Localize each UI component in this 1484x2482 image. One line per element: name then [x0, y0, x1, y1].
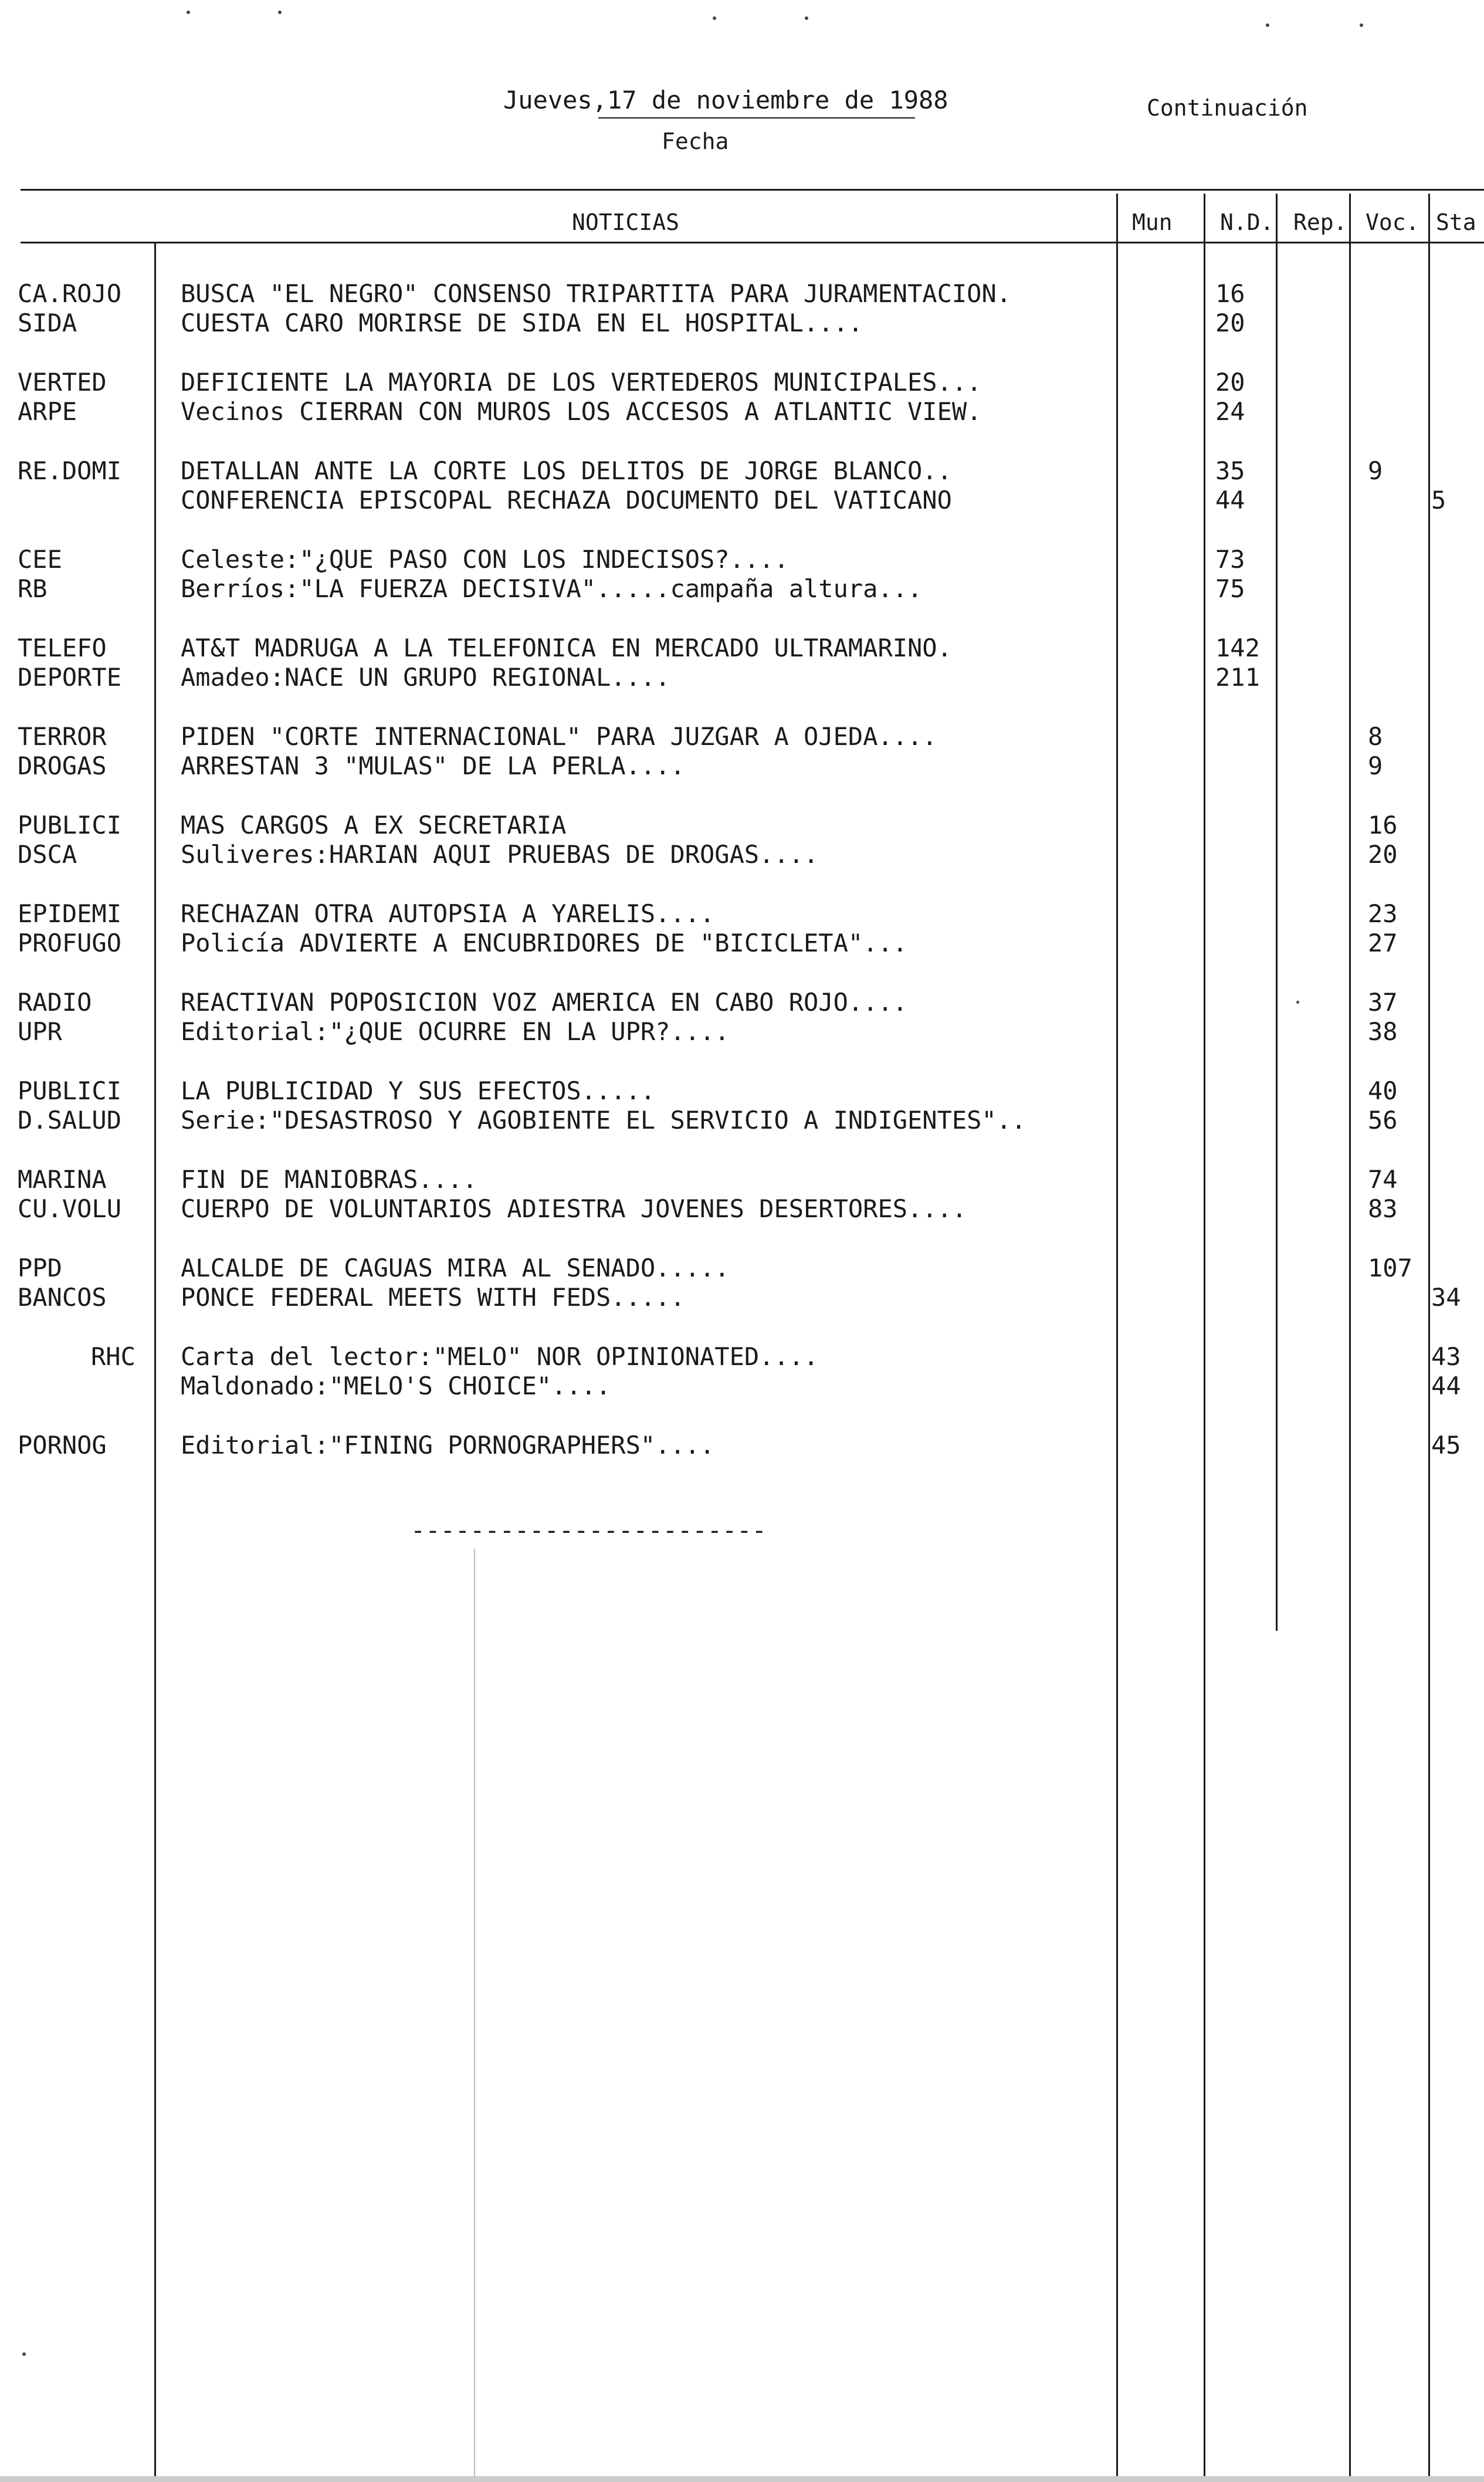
row-code: PORNOG — [18, 1431, 107, 1460]
row-nd-value: 142 — [1215, 634, 1260, 662]
row-code: CU.VOLU — [18, 1194, 122, 1223]
column-header-nd: N.D. — [1220, 209, 1274, 235]
row-headline: Celeste:"¿QUE PASO CON LOS INDECISOS?.... — [181, 545, 789, 574]
row-voc-value: 9 — [1368, 751, 1383, 780]
row-voc-value: 27 — [1368, 929, 1398, 957]
row-code: CA.ROJO — [18, 279, 122, 308]
star-column-rule — [1428, 194, 1430, 2482]
row-voc-value: 37 — [1368, 988, 1398, 1017]
row-voc-value: 107 — [1368, 1254, 1412, 1282]
row-headline: Policía ADVIERTE A ENCUBRIDORES DE "BICICLETA"... — [181, 929, 908, 957]
scan-speck — [805, 16, 808, 20]
row-headline: Editorial:"FINING PORNOGRAPHERS".... — [181, 1431, 715, 1460]
row-headline: REACTIVAN POPOSICION VOZ AMERICA EN CABO ROJO.... — [181, 988, 908, 1017]
row-code: DSCA — [18, 840, 77, 869]
scan-mark-line — [474, 1549, 475, 2482]
date-label: Fecha — [662, 128, 729, 154]
row-headline: Amadeo:NACE UN GRUPO REGIONAL.... — [181, 663, 670, 692]
column-header-mun: Mun — [1132, 209, 1173, 235]
row-headline: RECHAZAN OTRA AUTOPSIA A YARELIS.... — [181, 899, 715, 928]
row-headline: ALCALDE DE CAGUAS MIRA AL SENADO..... — [181, 1254, 730, 1282]
row-code: PROFUGO — [18, 929, 122, 957]
row-code: SIDA — [18, 309, 77, 337]
scan-speck — [713, 16, 716, 20]
row-headline: CONFERENCIA EPISCOPAL RECHAZA DOCUMENTO DEL VATICANO — [181, 486, 952, 514]
row-code: UPR — [18, 1017, 62, 1046]
row-code: DROGAS — [18, 751, 107, 780]
row-voc-value: 74 — [1368, 1165, 1398, 1194]
row-headline: DEFICIENTE LA MAYORIA DE LOS VERTEDEROS MUNICIPALES... — [181, 368, 982, 397]
row-voc-value: 83 — [1368, 1194, 1398, 1223]
scan-speck — [22, 2352, 26, 2356]
row-code: RE.DOMI — [18, 456, 122, 485]
mun-column-rule — [1116, 194, 1118, 2482]
row-voc-value: 40 — [1368, 1076, 1398, 1105]
row-code: RB — [18, 574, 48, 603]
column-header-star: Sta — [1436, 209, 1476, 235]
row-headline: AT&T MADRUGA A LA TELEFONICA EN MERCADO ULTRAMARINO. — [181, 634, 952, 662]
scan-speck — [1266, 23, 1269, 27]
row-headline: Berríos:"LA FUERZA DECISIVA".....campaña altura... — [181, 574, 923, 603]
row-code: D.SALUD — [18, 1106, 122, 1135]
row-code: CEE — [18, 545, 62, 574]
row-nd-value: 20 — [1215, 368, 1245, 397]
row-nd-value: 24 — [1215, 397, 1245, 426]
row-headline: Carta del lector:"MELO" NOR OPINIONATED.... — [181, 1342, 819, 1371]
row-headline: PONCE FEDERAL MEETS WITH FEDS..... — [181, 1283, 685, 1312]
row-headline: Suliveres:HARIAN AQUI PRUEBAS DE DROGAS.... — [181, 840, 819, 869]
scan-speck — [1296, 1001, 1299, 1004]
row-code: RHC — [91, 1342, 135, 1371]
row-star-value: 45 — [1431, 1431, 1461, 1460]
table-header-rule — [21, 242, 1484, 243]
row-code: PPD — [18, 1254, 62, 1282]
scan-speck — [1360, 23, 1363, 27]
row-headline: CUESTA CARO MORIRSE DE SIDA EN EL HOSPITAL.... — [181, 309, 863, 337]
row-code: EPIDEMI — [18, 899, 122, 928]
row-voc-value: 38 — [1368, 1017, 1398, 1046]
row-headline: MAS CARGOS A EX SECRETARIA — [181, 811, 567, 839]
row-nd-value: 20 — [1215, 309, 1245, 337]
row-code: PUBLICI — [18, 1076, 122, 1105]
row-headline: Vecinos CIERRAN CON MUROS LOS ACCESOS A ATLANTIC VIEW. — [181, 397, 982, 426]
row-nd-value: 35 — [1215, 456, 1245, 485]
row-code: RADIO — [18, 988, 92, 1017]
column-header-rep: Rep. — [1293, 209, 1347, 235]
row-code: TELEFO — [18, 634, 107, 662]
row-voc-value: 56 — [1368, 1106, 1398, 1135]
row-nd-value: 73 — [1215, 545, 1245, 574]
row-headline: DETALLAN ANTE LA CORTE LOS DELITOS DE JORGE BLANCO.. — [181, 456, 952, 485]
row-star-value: 44 — [1431, 1372, 1461, 1400]
column-header-voc: Voc. — [1366, 209, 1419, 235]
scan-bottom-edge — [0, 2476, 1484, 2482]
row-headline: Editorial:"¿QUE OCURRE EN LA UPR?.... — [181, 1017, 730, 1046]
row-code: BANCOS — [18, 1283, 107, 1312]
row-voc-value: 20 — [1368, 840, 1398, 869]
table-top-rule — [21, 189, 1484, 191]
row-code: DEPORTE — [18, 663, 122, 692]
row-headline: Maldonado:"MELO'S CHOICE".... — [181, 1372, 611, 1400]
row-nd-value: 211 — [1215, 663, 1260, 692]
row-code: TERROR — [18, 722, 107, 751]
voc-column-rule — [1349, 194, 1351, 2482]
row-code: ARPE — [18, 397, 77, 426]
row-code: PUBLICI — [18, 811, 122, 839]
document-date: Jueves,17 de noviembre de 1988 — [503, 86, 948, 114]
continuation-label: Continuación — [1147, 95, 1308, 121]
row-headline: PIDEN "CORTE INTERNACIONAL" PARA JUZGAR A OJEDA.... — [181, 722, 937, 751]
row-voc-value: 16 — [1368, 811, 1398, 839]
row-headline: BUSCA "EL NEGRO" CONSENSO TRIPARTITA PARA JURAMENTACION. — [181, 279, 1012, 308]
row-voc-value: 8 — [1368, 722, 1383, 751]
scan-speck — [278, 11, 282, 14]
row-code: MARINA — [18, 1165, 107, 1194]
row-nd-value: 44 — [1215, 486, 1245, 514]
row-star-value: 43 — [1431, 1342, 1461, 1371]
row-headline: ARRESTAN 3 "MULAS" DE LA PERLA.... — [181, 751, 685, 780]
date-underline — [598, 117, 915, 118]
column-header-noticias: NOTICIAS — [572, 209, 680, 235]
code-column-rule — [154, 242, 156, 2482]
row-headline: LA PUBLICIDAD Y SUS EFECTOS..... — [181, 1076, 656, 1105]
row-nd-value: 16 — [1215, 279, 1245, 308]
row-voc-value: 23 — [1368, 899, 1398, 928]
row-headline: CUERPO DE VOLUNTARIOS ADIESTRA JOVENES DESERTORES.... — [181, 1194, 967, 1223]
row-headline: Serie:"DESASTROSO Y AGOBIENTE EL SERVICIO A INDIGENTES".. — [181, 1106, 1026, 1135]
rep-column-rule — [1276, 194, 1278, 1631]
scan-speck — [187, 11, 190, 14]
row-headline: FIN DE MANIOBRAS.... — [181, 1165, 477, 1194]
row-code: VERTED — [18, 368, 107, 397]
row-star-value: 34 — [1431, 1283, 1461, 1312]
row-star-value: 5 — [1431, 486, 1446, 514]
end-separator: ------------------------ — [411, 1516, 767, 1545]
row-voc-value: 9 — [1368, 456, 1383, 485]
row-nd-value: 75 — [1215, 574, 1245, 603]
nd-column-rule — [1204, 194, 1205, 2482]
